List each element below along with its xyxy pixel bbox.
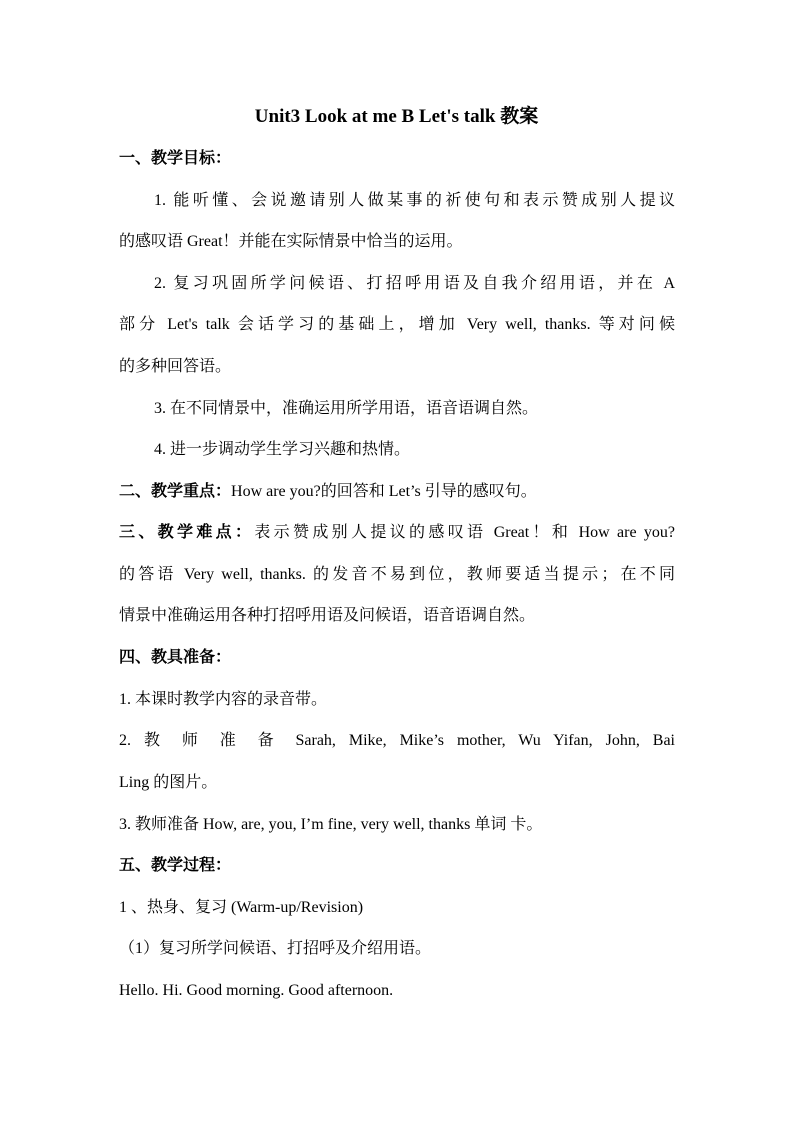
objective-1-line-1: 1. 能听懂、会说邀请别人做某事的祈使句和表示赞成别人提议 [154, 192, 675, 209]
section-3-line-2: 的答语 Very well, thanks. 的发音不易到位，教师要适当提示；在不同 [119, 566, 675, 583]
section-3-line-3: 情景中准确运用各种打招呼用语及问候语，语音语调自然。 [119, 607, 536, 624]
procedure-substep-1: （1）复习所学问候语、打招呼及介绍用语。 [119, 940, 432, 957]
section-3-line-1: 表示赞成别人提议的感叹语 Great！和 How are you? [254, 524, 675, 541]
objective-2-line-2: 部分 Let's talk 会话学习的基础上，增加 Very well, thanks. 等对问候 [119, 316, 675, 333]
document-title: Unit3 Look at me B Let's talk 教案 [254, 106, 539, 127]
section-1-heading: 一、教学目标： [119, 150, 232, 167]
objective-2-line-1: 2. 复习巩固所学问候语、打招呼用语及自我介绍用语，并在 A [154, 275, 675, 292]
section-2-heading: 二、教学重点： [119, 483, 232, 500]
objective-4: 4. 进一步调动学生学习兴趣和热情。 [154, 441, 411, 458]
materials-item-2-line-1: 2. 教 师 准 备 Sarah, Mike, Mike’s mother, Wu Yifan, John, Bai [119, 732, 675, 749]
objective-2-line-3: 的多种回答语。 [119, 358, 232, 375]
procedure-step-1: 1 、热身、复习 (Warm-up/Revision) [119, 899, 364, 916]
materials-item-3: 3. 教师准备 How, are, you, I’m fine, very well, thanks 单词 卡。 [119, 816, 543, 833]
section-3-heading: 三、教学难点： [119, 524, 255, 541]
materials-item-2-line-2: Ling 的图片。 [119, 774, 218, 791]
objective-1-line-2: 的感叹语 Great！并能在实际情景中恰当的运用。 [119, 233, 463, 250]
section-4-heading: 四、教具准备： [119, 649, 232, 666]
section-5-heading: 五、教学过程： [119, 857, 232, 874]
section-2-row [119, 480, 675, 504]
section-3-row [119, 521, 675, 545]
procedure-example: Hello. Hi. Good morning. Good afternoon. [119, 982, 394, 999]
section-2-text: How are you?的回答和 Let’s 引导的感叹句。 [231, 483, 537, 500]
materials-item-1: 1. 本课时教学内容的录音带。 [119, 691, 328, 708]
objective-3: 3. 在不同情景中，准确运用所学用语，语音语调自然。 [154, 400, 539, 417]
